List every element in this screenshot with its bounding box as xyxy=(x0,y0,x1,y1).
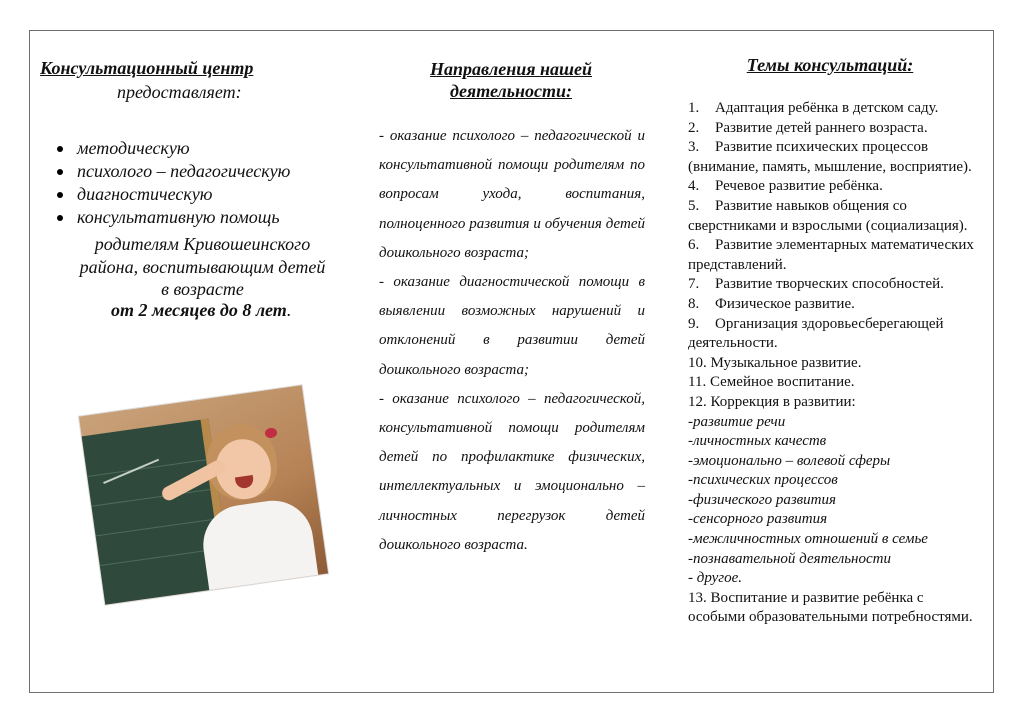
topic-item: 5. Развитие навыков общения со сверстниками и взрослыми (социализация). xyxy=(688,197,968,234)
left-subtitle: предоставляет: xyxy=(117,82,242,102)
topic-subitem: -развитие речи xyxy=(688,413,786,430)
topic-item: 6. Развитие элементарных математических представлений. xyxy=(688,237,974,273)
topic-item: 10. Музыкальное развитие. xyxy=(688,354,862,371)
topic-subitem: -сенсорного развития xyxy=(688,511,828,528)
service-item: диагностическую xyxy=(52,183,352,206)
service-item: консультативную помощь xyxy=(52,206,352,229)
topic-subitem: - другое. xyxy=(688,570,743,587)
topic-item: 13. Воспитание и развитие ребёнка с особыми образовательными потребностями. xyxy=(688,589,973,626)
topic-subitem: -физического развития xyxy=(688,491,836,508)
bullet-icon xyxy=(57,146,63,152)
bullet-icon xyxy=(57,215,63,221)
topics-list xyxy=(688,99,978,628)
topic-item: 4. Речевое развитие ребёнка. xyxy=(688,178,883,195)
bullet-icon xyxy=(57,169,63,175)
target-audience-text: родителям Кривошеинского района, воспитывающим детей в возрасте xyxy=(79,234,326,299)
direction-paragraph: - оказание диагностической помощи в выявлении возможных нарушений и отклонений в развитии детей дошкольного возраста; xyxy=(379,274,645,378)
topic-item: 9. Организация здоровьесберегающей деятельности. xyxy=(688,315,944,352)
topic-item: 1. Адаптация ребёнка в детском саду. xyxy=(688,100,939,116)
topic-subitem: -межличностных отношений в семье xyxy=(688,531,928,548)
topic-item: 2. Развитие детей раннего возраста. xyxy=(688,119,928,136)
topic-subitem: -познавательной деятельности xyxy=(688,550,891,567)
right-title: Темы консультаций: xyxy=(746,55,914,75)
topic-item: 11. Семейное воспитание. xyxy=(688,374,855,391)
bullet-icon xyxy=(57,192,63,198)
child-photo xyxy=(79,378,339,608)
direction-paragraph: - оказание психолого – педагогической и консультативной помощи родителям по вопросам ухода, воспитания, полноценного развития и обучения детей дошкольного возраста; xyxy=(379,128,645,261)
left-title: Консультационный центр xyxy=(40,58,254,78)
topic-subitem: -эмоционально – волевой сферы xyxy=(688,452,891,469)
directions-text xyxy=(379,122,645,560)
topic-item: 3. Развитие психических процессов (внимание, память, мышление, восприятие). xyxy=(688,139,972,175)
service-item: методическую xyxy=(52,137,352,160)
topic-subitem: -психических процессов xyxy=(688,472,838,489)
age-range: от 2 месяцев до 8 лет. xyxy=(111,300,292,320)
topic-item: 7. Развитие творческих способностей. xyxy=(688,276,944,293)
direction-paragraph: - оказание психолого – педагогической, консультативной помощи родителям детей по профилактике физических, интеллектуальных и эмоционально – личностных перегрузок детей дошкольного возраста. xyxy=(379,390,645,553)
topic-item: 12. Коррекция в развитии: xyxy=(688,393,856,410)
services-list xyxy=(52,137,352,229)
topic-item: 8. Физическое развитие. xyxy=(688,295,855,312)
middle-title: Направления нашей деятельности: xyxy=(429,59,593,101)
photo-image xyxy=(79,385,328,604)
service-item: психолого – педагогическую xyxy=(52,160,352,183)
topic-subitem: -личностных качеств xyxy=(688,433,827,450)
